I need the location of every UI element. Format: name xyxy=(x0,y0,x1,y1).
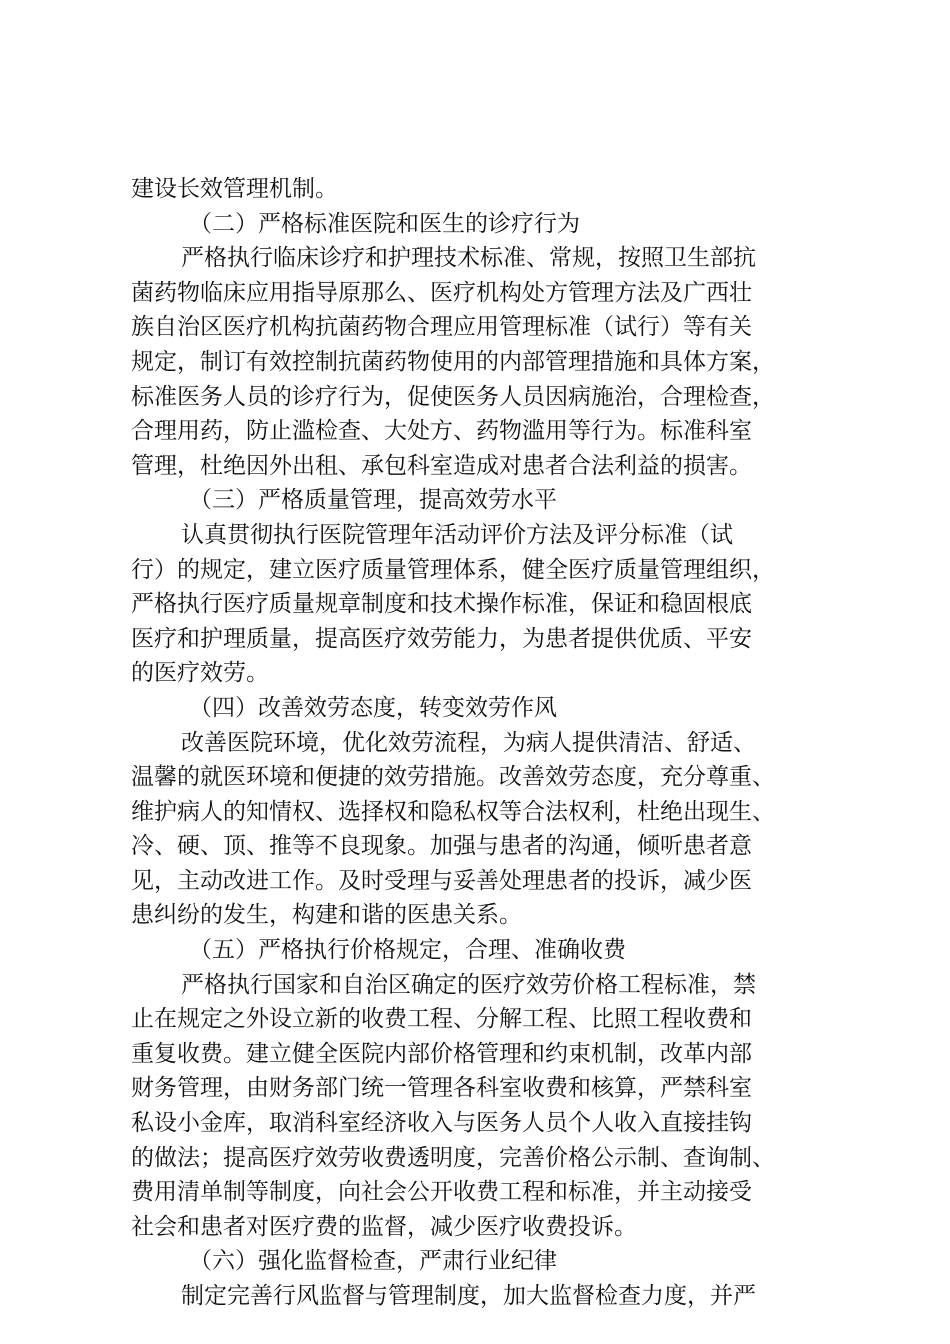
paragraph-first-line: 严格执行临床诊疗和护理技术标准、常规，按照卫生部抗 xyxy=(181,245,756,272)
document-body xyxy=(131,172,831,1314)
paragraph-first-line: 认真贯彻执行医院管理年活动评价方法及评分标准（试 xyxy=(181,521,733,548)
body-line: 行）的规定，建立医疗质量管理体系，健全医疗质量管理组织， xyxy=(131,556,775,583)
body-line: 社会和患者对医疗费的监督，减少医疗收费投诉。 xyxy=(131,1213,637,1240)
body-line: 止在规定之外设立新的收费工程、分解工程、比照工程收费和 xyxy=(131,1006,752,1033)
body-line: 菌药物临床应用指导原那么、医疗机构处方管理方法及广西壮 xyxy=(131,279,752,306)
body-line: 患纠纷的发生，构建和谐的医患关系。 xyxy=(131,902,522,929)
section-heading: （六）强化监督检查，严肃行业纪律 xyxy=(189,1248,557,1275)
body-line: 合理用药，防止滥检查、大处方、药物滥用等行为。标准科室 xyxy=(131,418,752,445)
body-line: 费用清单制等制度，向社会公开收费工程和标准，并主动接受 xyxy=(131,1179,752,1206)
body-line: 财务管理，由财务部门统一管理各科室收费和核算，严禁科室 xyxy=(131,1075,752,1102)
body-line: 重复收费。建立健全医院内部价格管理和约束机制，改革内部 xyxy=(131,1040,752,1067)
body-line: 维护病人的知情权、选择权和隐私权等合法权利，杜绝出现生、 xyxy=(131,798,775,825)
body-line: 族自治区医疗机构抗菌药物合理应用管理标准（试行）等有关 xyxy=(131,314,752,341)
body-line: 规定，制订有效控制抗菌药物使用的内部管理措施和具体方案， xyxy=(131,348,775,375)
body-line: 的做法；提高医疗效劳收费透明度，完善价格公示制、查询制、 xyxy=(131,1144,775,1171)
section-heading: （四）改善效劳态度，转变效劳作风 xyxy=(189,694,557,721)
body-line: 医疗和护理质量，提高医疗效劳能力，为患者提供优质、平安 xyxy=(131,625,752,652)
section-heading: （五）严格执行价格规定，合理、准确收费 xyxy=(189,937,626,964)
paragraph-first-line: 严格执行国家和自治区确定的医疗效劳价格工程标准，禁 xyxy=(181,971,756,998)
body-line: 冷、硬、顶、推等不良现象。加强与患者的沟通，倾听患者意 xyxy=(131,833,752,860)
body-line: 的医疗效劳。 xyxy=(131,660,269,687)
paragraph-first-line: 制定完善行风监督与管理制度，加大监督检查力度，并严 xyxy=(181,1283,756,1309)
body-line: 见，主动改进工作。及时受理与妥善处理患者的投诉，减少医 xyxy=(131,867,752,894)
body-line: 温馨的就医环境和便捷的效劳措施。改善效劳态度，充分尊重、 xyxy=(131,764,775,791)
body-line: 管理，杜绝因外出租、承包科室造成对患者合法利益的损害。 xyxy=(131,452,752,479)
body-line: 严格执行医疗质量规章制度和技术操作标准，保证和稳固根底 xyxy=(131,591,752,618)
body-line: 建设长效管理机制。 xyxy=(131,176,338,202)
section-heading: （三）严格质量管理，提高效劳水平 xyxy=(189,487,557,514)
body-line: 私设小金库，取消科室经济收入与医务人员个人收入直接挂钩 xyxy=(131,1110,752,1137)
section-heading: （二）严格标准医院和医生的诊疗行为 xyxy=(189,210,580,237)
paragraph-first-line: 改善医院环境，优化效劳流程，为病人提供清洁、舒适、 xyxy=(181,729,756,756)
body-line: 标准医务人员的诊疗行为，促使医务人员因病施治，合理检查， xyxy=(131,383,775,410)
